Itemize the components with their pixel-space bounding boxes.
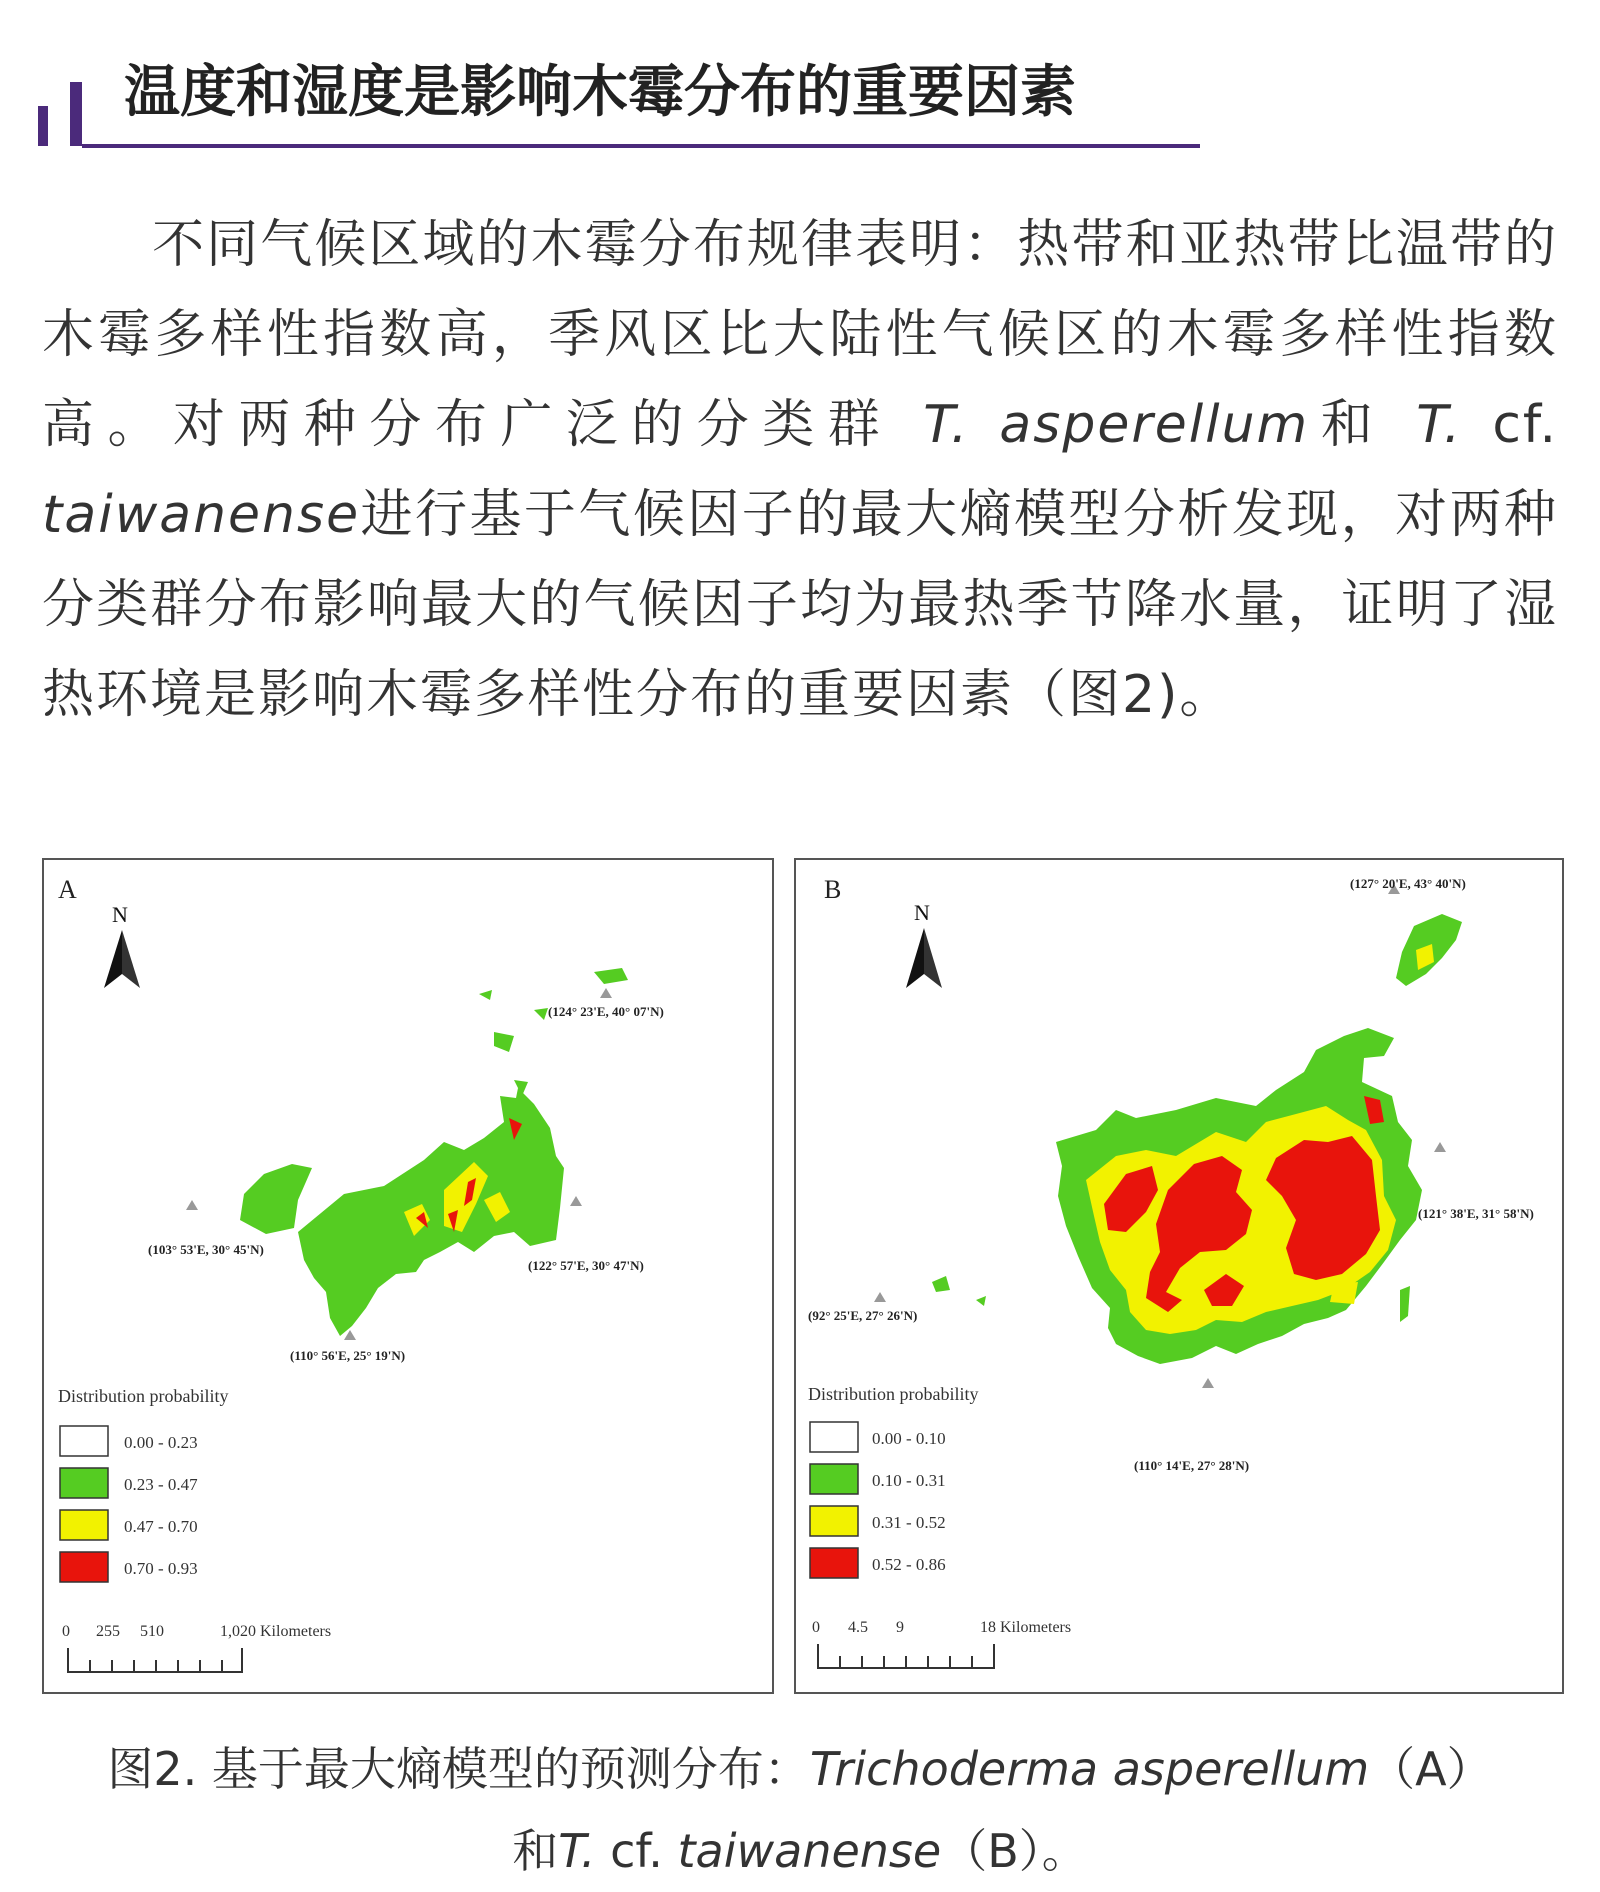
- legend-range: 0.31 - 0.52: [872, 1513, 946, 1532]
- north-arrow-icon: [906, 900, 942, 988]
- caption-line-2: [0, 1810, 1600, 1892]
- svg-text:1,020 Kilometers: 1,020 Kilometers: [220, 1623, 332, 1640]
- location-marker-icon: [186, 1200, 198, 1210]
- svg-text:N: N: [914, 900, 930, 925]
- legend: [810, 1422, 946, 1578]
- svg-text:4.5: 4.5: [848, 1619, 868, 1636]
- panel-label: B: [824, 875, 842, 904]
- svg-text:0: 0: [812, 1619, 820, 1636]
- legend-range: 0.70 - 0.93: [124, 1559, 198, 1578]
- species-name: Trichoderma asperellum: [809, 1742, 1370, 1796]
- svg-text:510: 510: [140, 1623, 164, 1640]
- caption-label: （A）: [1369, 1742, 1493, 1796]
- caption-label: （B）。: [941, 1824, 1088, 1878]
- species-name: T.: [1416, 395, 1463, 455]
- species-name: taiwanense: [677, 1824, 942, 1878]
- location-marker-icon: [344, 1330, 356, 1340]
- svg-text:255: 255: [96, 1623, 120, 1640]
- svg-text:0: 0: [62, 1623, 70, 1640]
- caption-line-1: [0, 1728, 1600, 1810]
- legend-range: 0.00 - 0.10: [872, 1429, 946, 1448]
- legend-swatch: [60, 1510, 108, 1540]
- paragraph-conjunction: 和: [1309, 395, 1387, 455]
- paragraph-text: 进行基于气候因子的最大熵模型分析发现，对两种分类群分布影响最大的气候因子均为最热季节降水量，证明了湿热环境是影响木霉多样性分布的重要因素（图2)。: [42, 485, 1558, 725]
- caption-prefix: 图2. 基于最大熵模型的预测分布：: [107, 1742, 810, 1796]
- location-marker-icon: [600, 988, 612, 998]
- coordinate-label: (103° 53'E, 30° 45'N): [148, 1242, 264, 1257]
- distribution-map: [932, 914, 1462, 1364]
- panel-label: A: [58, 875, 77, 904]
- coordinate-label: (110° 14'E, 27° 28'N): [1134, 1458, 1250, 1473]
- species-name: T. asperellum: [923, 395, 1310, 455]
- coordinate-label: (122° 57'E, 30° 47'N): [528, 1258, 644, 1273]
- caption-conjunction: 和: [512, 1824, 559, 1878]
- legend-range: 0.47 - 0.70: [124, 1517, 198, 1536]
- figure-panel-b: [794, 858, 1564, 1694]
- coordinate-label: (92° 25'E, 27° 26'N): [808, 1308, 918, 1323]
- species-name: T.: [558, 1824, 596, 1878]
- scale-bar: [62, 1623, 331, 1672]
- heading-accent-bar: [38, 106, 48, 146]
- legend-title: Distribution probability: [808, 1384, 979, 1404]
- distribution-map: [240, 968, 628, 1336]
- location-marker-icon: [874, 1292, 886, 1302]
- legend-swatch: [810, 1464, 858, 1494]
- legend-range: 0.00 - 0.23: [124, 1433, 198, 1452]
- heading-accent-bar: [70, 82, 82, 146]
- species-name: taiwanense: [42, 485, 361, 545]
- species-qualifier: cf.: [610, 1824, 663, 1878]
- coordinate-label: (121° 38'E, 31° 58'N): [1418, 1206, 1534, 1221]
- north-arrow-icon: [104, 902, 140, 988]
- figure-caption: [0, 1728, 1600, 1892]
- section-heading: [38, 58, 1198, 150]
- legend-range: 0.52 - 0.86: [872, 1555, 946, 1574]
- coordinate-label: (110° 56'E, 25° 19'N): [290, 1348, 406, 1363]
- scale-bar: [812, 1619, 1071, 1668]
- coordinate-label: (124° 23'E, 40° 07'N): [548, 1004, 664, 1019]
- location-marker-icon: [1434, 1142, 1446, 1152]
- figure-panel-a: [42, 858, 774, 1694]
- location-marker-icon: [1202, 1378, 1214, 1388]
- legend-swatch: [810, 1506, 858, 1536]
- legend-range: 0.10 - 0.31: [872, 1471, 946, 1490]
- legend-swatch: [60, 1552, 108, 1582]
- heading-title: 温度和湿度是影响木霉分布的重要因素: [124, 60, 1076, 125]
- legend-range: 0.23 - 0.47: [124, 1475, 198, 1494]
- svg-text:N: N: [112, 902, 128, 927]
- heading-underline: [82, 144, 1200, 148]
- legend-swatch: [60, 1426, 108, 1456]
- legend-swatch: [810, 1422, 858, 1452]
- svg-text:9: 9: [896, 1619, 904, 1636]
- svg-text:18 Kilometers: 18 Kilometers: [980, 1619, 1072, 1636]
- body-paragraph: [42, 200, 1558, 740]
- legend-title: Distribution probability: [58, 1386, 229, 1406]
- legend-swatch: [60, 1468, 108, 1498]
- legend: [60, 1426, 198, 1582]
- coordinate-label: (127° 20'E, 43° 40'N): [1350, 876, 1466, 891]
- species-qualifier: cf.: [1492, 395, 1558, 455]
- legend-swatch: [810, 1548, 858, 1578]
- paragraph-text: 不同气候区域的木霉分布规律表明：热带和亚热带比温带的木霉多样性指数高，季风区比大陆性气候区的木霉多样性指数高。对两种分布广泛的分类群: [42, 215, 1558, 455]
- location-marker-icon: [570, 1196, 582, 1206]
